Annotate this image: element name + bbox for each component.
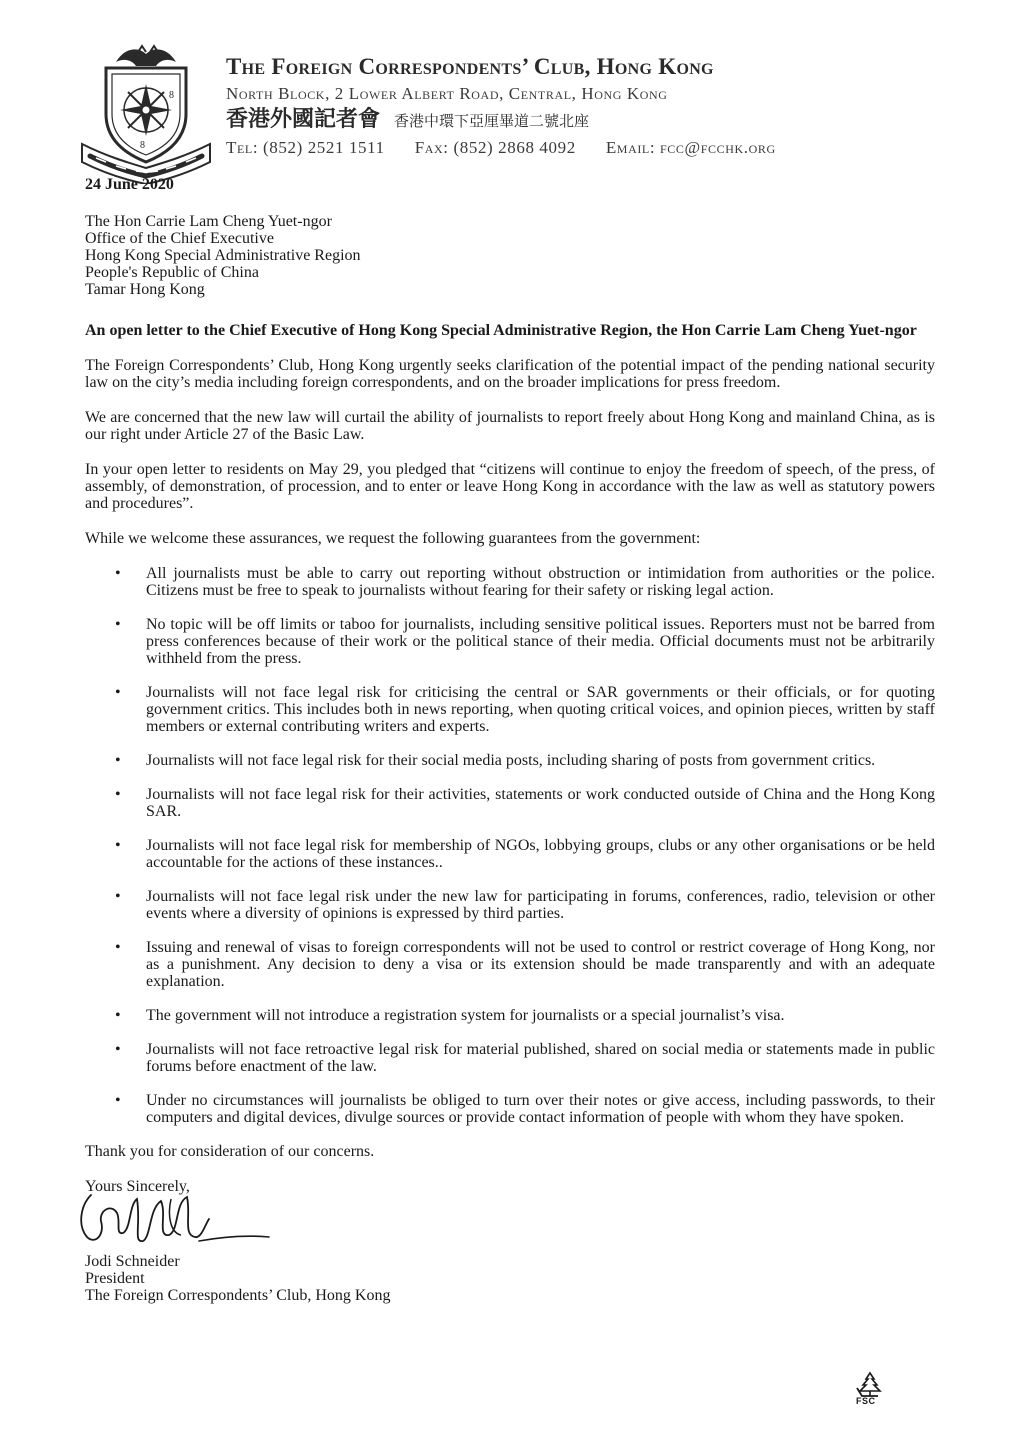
fsc-label: FSC [856,1396,876,1406]
fax-number: Fax: (852) 2868 4092 [414,138,576,157]
bullet-icon: • [115,752,121,769]
demand-item [85,888,935,922]
recipient-line: Tamar Hong Kong [85,281,205,298]
body-paragraph: The Foreign Correspondents’ Club, Hong Kong urgently seeks clarification of the potential impact of the pending national security law on the city’s media including foreign correspondents, and on the broader implications for press freedom. [85,357,935,391]
demand-text: Journalists will not face legal risk under the new law for participating in forums, conferences, radio, television or other events where a diversity of opinions is expressed by third parties. [146,888,935,922]
bullet-icon: • [115,565,121,582]
demand-item [85,752,935,769]
letterhead [226,52,1006,160]
demand-item [85,1041,935,1075]
demand-text: Journalists will not face legal risk for membership of NGOs, lobbying groups, clubs or any other organisations or be held accountable for the actions of these instances.. [146,837,935,871]
club-chinese-name: 香港外國記者會 [226,107,381,132]
demand-item [85,565,935,599]
signer-name: Jodi Schneider [85,1253,180,1270]
body-paragraph: In your open letter to residents on May 29, you pledged that “citizens will continue to enjoy the freedom of speech, of the press, of assembly, of demonstration, of procession, and to enter or leave Hong Kong in accordance with the law as well as statutory powers and procedures”. [85,461,935,512]
tel-number: Tel: (852) 2521 1511 [226,138,385,157]
bullet-icon: • [115,939,121,956]
demand-item [85,786,935,820]
bullet-icon: • [115,1041,121,1058]
bullet-icon: • [115,888,121,905]
contact-line [226,136,1006,160]
handwritten-signature [71,1185,271,1257]
demand-text: Journalists will not face legal risk for their activities, statements or work conducted outside of China and the Hong Kong SAR. [146,786,935,820]
body-paragraph: We are concerned that the new law will curtail the ability of journalists to report freely about Hong Kong and mainland China, as is our right under Article 27 of the Basic Law. [85,409,935,443]
demand-item [85,939,935,990]
closing-line: Yours Sincerely, [85,1178,190,1195]
demand-text: Journalists will not face retroactive legal risk for material published, shared on social media or statements made in public forums before enactment of the law. [146,1041,935,1075]
recipient-line: Office of the Chief Executive [85,230,274,247]
demand-text: The government will not introduce a registration system for journalists or a special journalist’s visa. [146,1007,785,1024]
demand-item [85,837,935,871]
letter-date: 24 June 2020 [85,176,174,193]
bullet-icon: • [115,616,121,633]
demand-item [85,1007,935,1024]
recipient-line: The Hon Carrie Lam Cheng Yuet-ngor [85,213,332,230]
demand-text: Journalists will not face legal risk for criticising the central or SAR governments or their officials, or for quoting government critics. This includes both in news reporting, when quoting critical voices, and opinion pieces, written by staff members or external contributing writers and experts. [146,684,935,735]
signer-organization: The Foreign Correspondents’ Club, Hong Kong [85,1287,391,1304]
demand-text: No topic will be off limits or taboo for journalists, including sensitive political issues. Reporters must not be barred from press conferences because of their work or the political stance of their media. Official documents must not be arbitrarily withheld from the press. [146,616,935,667]
demand-text: Journalists will not face legal risk for their social media posts, including sharing of posts from government critics. [146,752,876,769]
recipient-line: People's Republic of China [85,264,259,281]
svg-text:8: 8 [140,140,145,151]
club-address: North Block, 2 Lower Albert Road, Central, Hong Kong [226,84,668,103]
demands-list [85,565,935,1126]
demand-text: Under no circumstances will journalists be obliged to turn over their notes or give access, including passwords, to their computers and digital devices, divulge sources or provide contact information of people with whom they have spoken. [146,1092,935,1126]
signer-title: President [85,1270,145,1287]
svg-text:8: 8 [169,90,174,101]
bullet-icon: • [115,786,121,803]
body-paragraph: While we welcome these assurances, we request the following guarantees from the government: [85,530,701,547]
demand-item [85,616,935,667]
email-address: Email: fcc@fcchk.org [605,138,776,157]
signer-block [85,1253,935,1304]
demand-item [85,1092,935,1126]
bullet-icon: • [115,1092,121,1109]
bullet-icon: • [115,837,121,854]
chinese-header-line [226,106,1006,136]
recipient-line: Hong Kong Special Administrative Region [85,247,361,264]
bullet-icon: • [115,684,121,701]
bullet-icon: • [115,1007,121,1024]
demand-text: All journalists must be able to carry out reporting without obstruction or intimidation from authorities or the police. Citizens must be free to speak to journalists without fearing for their safety or risking legal action. [146,565,935,599]
demand-text: Issuing and renewal of visas to foreign correspondents will not be used to control or restrict coverage of Hong Kong, nor as a punishment. Any decision to deny a visa or its extension should be made transparently and with an adequate explanation. [146,939,935,990]
recipient-block [85,213,935,298]
letter-subject: An open letter to the Chief Executive of Hong Kong Special Administrative Region, the Hon Carrie Lam Cheng Yuet-ngor [85,322,917,339]
signature-area [85,1195,935,1253]
thanks-line: Thank you for consideration of our concerns. [85,1143,375,1160]
letter-body [85,176,935,1304]
demand-item [85,684,935,735]
fcc-crest-logo [76,44,216,184]
club-chinese-address: 香港中環下亞厘畢道二號北座 [394,112,590,130]
club-name: The Foreign Correspondents’ Club, Hong Kong [226,54,714,79]
